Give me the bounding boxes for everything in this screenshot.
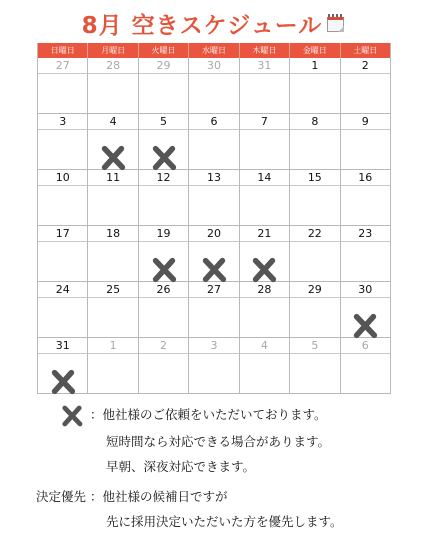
legend-x-line-2: 短時間なら対応できる場合があります。	[106, 434, 331, 449]
header	[0, 6, 428, 40]
day-cell	[139, 226, 189, 282]
day-cell	[88, 282, 138, 338]
day-number: 29	[139, 58, 188, 74]
day-cell	[139, 170, 189, 226]
x-mark-icon	[200, 256, 228, 284]
day-cell	[341, 226, 391, 282]
day-number: 10	[38, 170, 87, 186]
day-cell	[189, 58, 239, 114]
day-cell	[240, 114, 290, 170]
day-number: 7	[240, 114, 289, 130]
x-mark-icon	[250, 256, 278, 284]
legend-x-line-3: 早朝、深夜対応できます。	[106, 459, 256, 474]
day-number: 29	[290, 282, 339, 298]
x-mark-icon	[150, 144, 178, 172]
day-number: 26	[139, 282, 188, 298]
day-cell	[38, 114, 88, 170]
day-number: 20	[189, 226, 238, 242]
day-number: 14	[240, 170, 289, 186]
day-number: 28	[240, 282, 289, 298]
weekday-label: 日曜日	[38, 43, 88, 58]
weekday-label: 火曜日	[139, 43, 189, 58]
day-number: 18	[88, 226, 137, 242]
day-number: 25	[88, 282, 137, 298]
day-number: 5	[290, 338, 339, 354]
day-cell	[290, 282, 340, 338]
day-number: 31	[38, 338, 87, 354]
day-number: 21	[240, 226, 289, 242]
week-row	[38, 338, 391, 394]
day-number: 28	[88, 58, 137, 74]
day-cell	[240, 226, 290, 282]
weekday-label: 木曜日	[240, 43, 290, 58]
weekday-label: 土曜日	[341, 43, 391, 58]
day-number: 30	[341, 282, 390, 298]
day-number: 4	[240, 338, 289, 354]
x-mark-icon	[99, 144, 127, 172]
day-cell	[38, 170, 88, 226]
day-cell	[88, 58, 138, 114]
day-cell	[290, 58, 340, 114]
x-mark-icon	[150, 256, 178, 284]
day-cell	[341, 338, 391, 394]
legend-priority-label: 決定優先	[36, 489, 87, 504]
legend-priority-line-2: 先に採用決定いただいた方を優先します。	[106, 514, 343, 529]
day-number: 9	[341, 114, 390, 130]
day-cell	[189, 282, 239, 338]
day-cell	[290, 226, 340, 282]
day-cell	[38, 58, 88, 114]
week-row	[38, 170, 391, 226]
day-number: 2	[139, 338, 188, 354]
week-row	[38, 58, 391, 114]
day-cell	[290, 170, 340, 226]
day-number: 2	[341, 58, 390, 74]
day-cell	[189, 338, 239, 394]
calendar-grid	[37, 43, 391, 394]
page-title: 8月 空きスケジュール	[81, 12, 323, 39]
x-mark-icon	[49, 368, 77, 396]
day-number: 6	[341, 338, 390, 354]
day-cell	[38, 282, 88, 338]
day-number: 17	[38, 226, 87, 242]
weekday-label: 金曜日	[290, 43, 340, 58]
day-cell	[88, 338, 138, 394]
day-cell	[240, 170, 290, 226]
day-cell	[139, 114, 189, 170]
legend-priority-line-1: ：他社様の候補日ですが	[90, 489, 228, 504]
day-number: 1	[88, 338, 137, 354]
weekday-header	[38, 43, 391, 58]
day-number: 30	[189, 58, 238, 74]
legend-x-line-1: ：他社様のご依頼をいただいております。	[90, 407, 327, 422]
day-number: 22	[290, 226, 339, 242]
day-cell	[88, 170, 138, 226]
day-cell	[240, 338, 290, 394]
day-number: 15	[290, 170, 339, 186]
day-cell	[189, 114, 239, 170]
day-number: 27	[189, 282, 238, 298]
day-cell	[189, 226, 239, 282]
weekday-label: 水曜日	[189, 43, 239, 58]
day-cell	[290, 338, 340, 394]
day-number: 23	[341, 226, 390, 242]
day-cell	[139, 338, 189, 394]
day-cell	[88, 226, 138, 282]
day-cell	[139, 58, 189, 114]
day-number: 12	[139, 170, 188, 186]
day-number: 24	[38, 282, 87, 298]
day-number: 3	[189, 338, 238, 354]
day-cell	[341, 170, 391, 226]
day-number: 4	[88, 114, 137, 130]
day-cell	[341, 114, 391, 170]
weekday-label: 月曜日	[88, 43, 138, 58]
day-cell	[240, 58, 290, 114]
x-mark-icon	[351, 312, 379, 340]
calendar-icon	[326, 14, 346, 33]
day-cell	[38, 226, 88, 282]
day-cell	[88, 114, 138, 170]
day-number: 13	[189, 170, 238, 186]
day-number: 6	[189, 114, 238, 130]
day-number: 5	[139, 114, 188, 130]
day-number: 27	[38, 58, 87, 74]
day-number: 11	[88, 170, 137, 186]
day-cell	[240, 282, 290, 338]
day-cell	[189, 170, 239, 226]
day-number: 19	[139, 226, 188, 242]
day-cell	[290, 114, 340, 170]
week-row	[38, 114, 391, 170]
day-cell	[341, 58, 391, 114]
day-number: 31	[240, 58, 289, 74]
day-number: 8	[290, 114, 339, 130]
week-row	[38, 226, 391, 282]
day-number: 1	[290, 58, 339, 74]
day-cell	[139, 282, 189, 338]
day-number: 16	[341, 170, 390, 186]
day-number: 3	[38, 114, 87, 130]
week-row	[38, 282, 391, 338]
day-cell	[38, 338, 88, 394]
day-cell	[341, 282, 391, 338]
x-mark-icon	[60, 404, 84, 428]
